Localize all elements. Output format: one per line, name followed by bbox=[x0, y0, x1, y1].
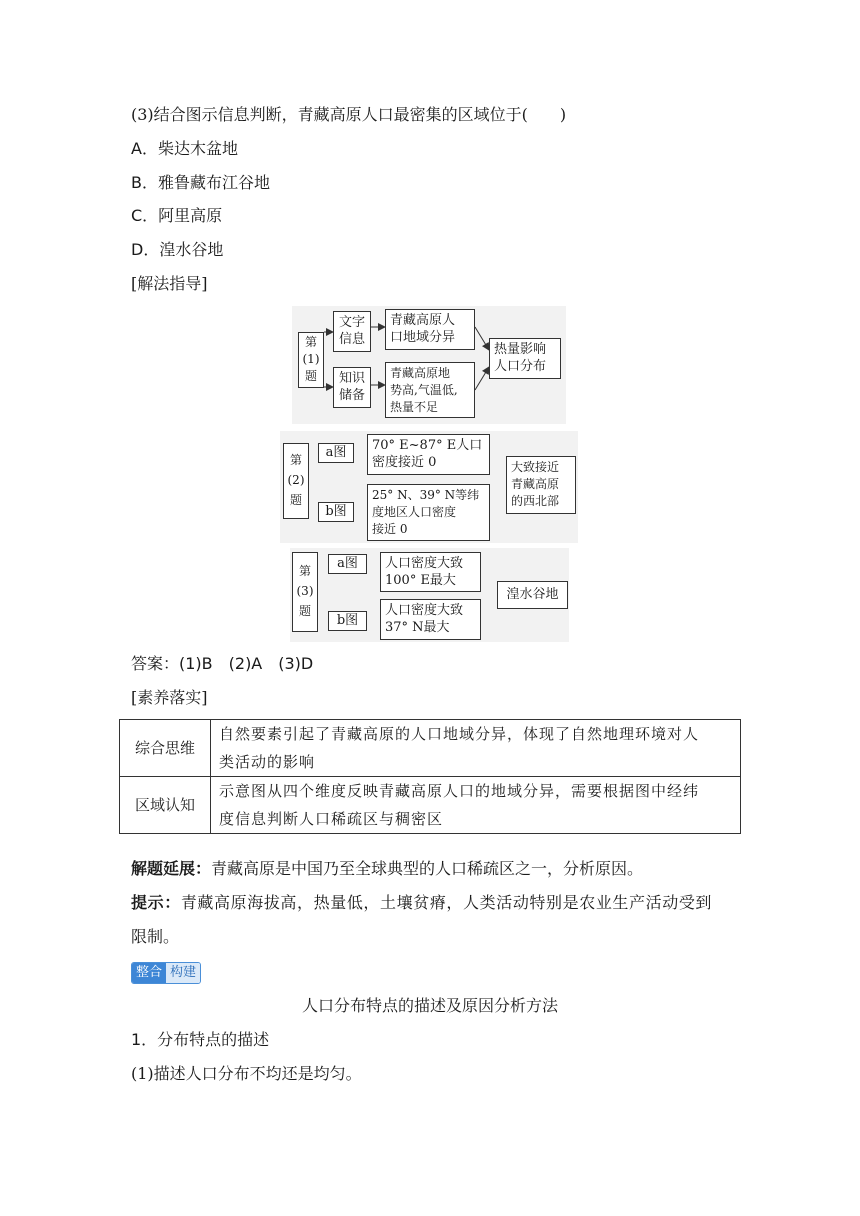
flow2-right-bottom: 25° N、39° N等纬 度地区人口密度 接近 0 bbox=[367, 484, 490, 541]
table-body-cell bbox=[211, 720, 741, 777]
table-row bbox=[120, 720, 741, 777]
badge-part1: 整合 bbox=[132, 963, 166, 983]
extension-label: 解题延展： bbox=[131, 859, 212, 878]
literacy-heading: [素养落实] bbox=[131, 688, 208, 707]
answer: 答案：(1)B (2)A (3)D bbox=[131, 654, 314, 673]
flow1-mid-top: 文字 信息 bbox=[333, 311, 371, 352]
question-stem: (3)结合图示信息判断，青藏高原人口最密集的区域位于( ) bbox=[131, 105, 567, 124]
table-body-cell bbox=[211, 777, 741, 834]
section-title: 人口分布特点的描述及原因分析方法 bbox=[301, 996, 558, 1015]
table-line: 示意图从四个维度反映青藏高原人口的地域分异，需要根据图中经纬 bbox=[219, 782, 700, 800]
flow3-right-bottom: 人口密度大致 37° N最大 bbox=[380, 599, 481, 640]
hint-text: 青藏高原海拔高，热量低，土壤贫瘠，人类活动特别是农业生产活动受到 bbox=[180, 893, 713, 912]
flow2-right-top: 70° E~87° E人口 密度接近 0 bbox=[367, 434, 490, 475]
flow2-label: 第 (2) 题 bbox=[283, 443, 309, 519]
option-b: B．雅鲁藏布江谷地 bbox=[131, 173, 270, 192]
hint bbox=[131, 892, 712, 914]
flow3-mid-bottom: b图 bbox=[328, 611, 367, 631]
flow1-label: 第 (1) 题 bbox=[298, 332, 324, 388]
literacy-table bbox=[119, 719, 741, 834]
hint-label: 提示： bbox=[131, 893, 181, 912]
flow3-result: 湟水谷地 bbox=[497, 581, 568, 609]
flow2-mid-bottom: b图 bbox=[318, 502, 354, 522]
extension-text: 青藏高原是中国乃至全球典型的人口稀疏区之一，分析原因。 bbox=[211, 859, 644, 878]
flow1-right-top: 青藏高原人 口地域分异 bbox=[385, 309, 475, 350]
table-head-cell: 区域认知 bbox=[120, 777, 211, 834]
guide-heading: [解法指导] bbox=[131, 274, 208, 293]
table-row bbox=[120, 777, 741, 834]
flow3-label: 第 (3) 题 bbox=[292, 552, 318, 632]
table-line: 类活动的影响 bbox=[219, 753, 316, 771]
subheading: 1．分布特点的描述 bbox=[131, 1030, 270, 1049]
table-line: 自然要素引起了青藏高原的人口地域分异，体现了自然地理环境对人 bbox=[219, 725, 700, 743]
table-line: 度信息判断人口稀疏区与稠密区 bbox=[219, 810, 444, 828]
extension bbox=[131, 858, 643, 880]
sub-item: (1)描述人口分布不均还是均匀。 bbox=[131, 1064, 362, 1083]
flow2-result: 大致接近 青藏高原 的西北部 bbox=[506, 456, 576, 514]
flow3-mid-top: a图 bbox=[328, 554, 367, 574]
option-a: A．柴达木盆地 bbox=[131, 139, 238, 158]
flow1-right-bottom: 青藏高原地 势高,气温低, 热量不足 bbox=[385, 362, 475, 418]
flow1-mid-bottom: 知识 储备 bbox=[333, 367, 371, 408]
badge-part2: 构建 bbox=[166, 963, 200, 983]
section-badge bbox=[131, 962, 201, 984]
hint-continued: 限制。 bbox=[131, 927, 180, 946]
option-d: D．湟水谷地 bbox=[131, 240, 224, 259]
flow2-mid-top: a图 bbox=[318, 443, 354, 463]
flow3-right-top: 人口密度大致 100° E最大 bbox=[380, 552, 481, 592]
flow1-result: 热量影响 人口分布 bbox=[489, 338, 561, 379]
table-head-cell: 综合思维 bbox=[120, 720, 211, 777]
option-c: C．阿里高原 bbox=[131, 206, 223, 225]
